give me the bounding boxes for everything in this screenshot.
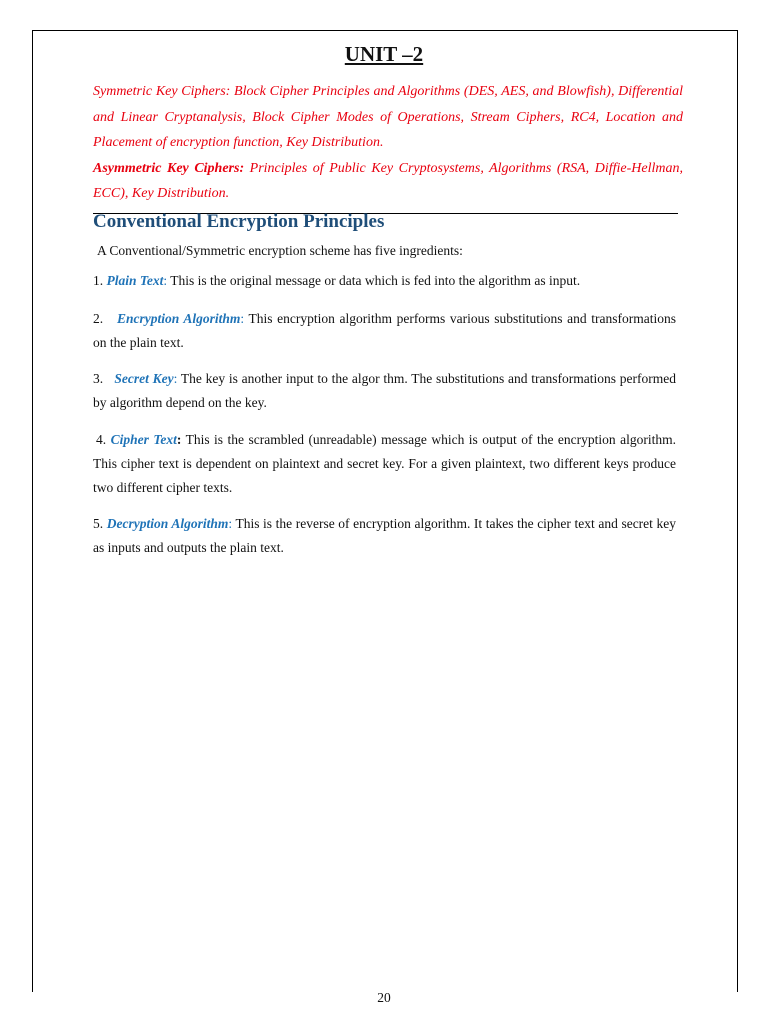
item-number: 1. xyxy=(93,273,107,288)
item-text: This is the reverse of encryption algorithm. It takes the cipher text and secret key as inputs and outputs the plain text. xyxy=(93,516,677,555)
list-item xyxy=(93,512,676,560)
syllabus-block xyxy=(93,79,683,207)
item-number: 2. xyxy=(93,311,117,326)
intro-paragraph: A Conventional/Symmetric encryption scheme has five ingredients: xyxy=(97,243,463,258)
list-item xyxy=(93,307,676,355)
symmetric-syllabus: Symmetric Key Ciphers: Block Cipher Principles and Algorithms (DES, AES, and Blowfish), Differential and Linear Cryptanalysis, Block Cipher Modes of Operations, Stream Ciphers, RC4, Location and Placement of encryption function, Key Distribution. xyxy=(93,84,683,151)
item-number: 4. xyxy=(96,432,111,447)
list-item xyxy=(93,428,676,500)
item-term: Plain Text xyxy=(106,273,164,288)
item-colon: : xyxy=(173,371,178,386)
page-number: 20 xyxy=(377,990,391,1005)
item-text: This encryption algorithm performs various substitutions and transformations on the plain text. xyxy=(93,311,676,350)
item-term: Secret Key xyxy=(114,371,174,386)
item-term: Cipher Text xyxy=(110,432,177,447)
item-number: 5. xyxy=(93,516,107,531)
item-colon: : xyxy=(163,273,168,288)
section-heading: Conventional Encryption Principles xyxy=(93,211,385,232)
item-text: This is the scrambled (unreadable) message which is output of the encryption algorithm. This cipher text is dependent on plaintext and secret key. For a given plaintext, two different keys produce two different cipher texts. xyxy=(93,432,676,495)
item-text: This is the original message or data which is fed into the algorithm as input. xyxy=(167,273,581,288)
item-term: Encryption Algorithm xyxy=(116,311,241,326)
asymmetric-syllabus xyxy=(93,156,683,207)
asymmetric-label: Asymmetric Key Ciphers: xyxy=(93,160,245,176)
unit-title: UNIT –2 xyxy=(344,42,424,66)
item-colon: : xyxy=(228,516,233,531)
item-text: The key is another input to the algor thm. The substitutions and transformations performed by algorithm depend on the key. xyxy=(93,371,676,410)
item-colon: : xyxy=(240,311,245,326)
list-item xyxy=(93,269,676,293)
asymmetric-text: Principles of Public Key Cryptosystems, Algorithms (RSA, Diffie-Hellman, ECC), Key Distribution. xyxy=(93,160,683,202)
item-number: 3. xyxy=(93,371,115,386)
item-term: Decryption Algorithm xyxy=(106,516,229,531)
list-item xyxy=(93,367,676,415)
item-colon: : xyxy=(176,432,182,447)
